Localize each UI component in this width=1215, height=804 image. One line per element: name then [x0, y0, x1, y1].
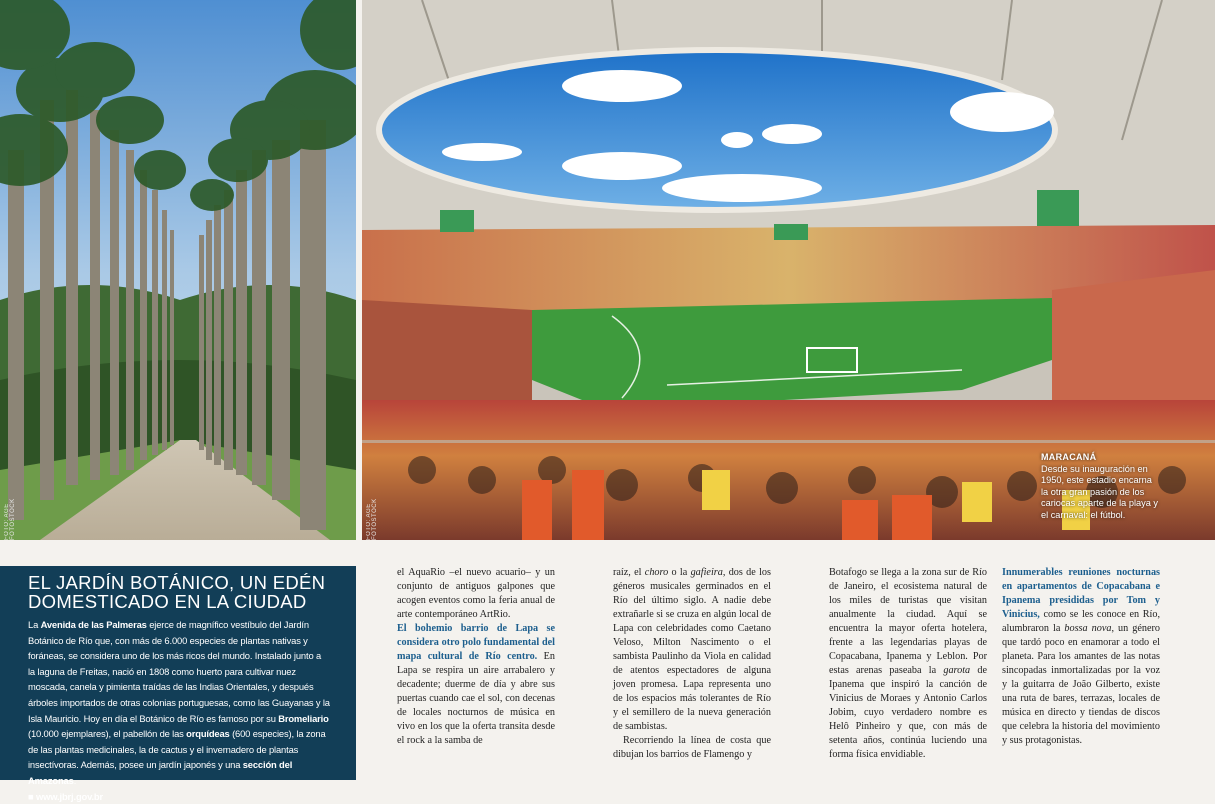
sidebar-bold: Bromeliario [278, 712, 329, 724]
sidebar-bold: sección del Amazonas [28, 759, 293, 786]
paragraph: Recorriendo la línea de costa que dibujan los barrios de Flamengo y [613, 735, 771, 760]
stadium-photo-credit: FOTO: AGE FOTOSTOCK [366, 498, 378, 540]
italic-term: choro [644, 567, 669, 578]
article-column-1 [397, 566, 555, 748]
paragraph [829, 566, 987, 762]
paragraph-text: , un género que tardó poco en enamorar a todo el planeta. Para los amantes de las notas sincopadas inmortalizadas por la voz y la guitarra de João Gilberto, existe una ruta de bares, terrazas, locales de música en directo y tiendas de discos que celebra la historia del movimiento y sus protagonistas. [1002, 623, 1161, 746]
sidebar-text: La [28, 619, 41, 630]
paragraph-text: como se les conoce en Río, alumbraron la [1002, 609, 1160, 634]
sidebar-text: (600 especies), la zona de las plantas medicinales, la de cactus y el invernadero de plantas insectívoras. Además, posee un jardín japonés y una [28, 728, 326, 771]
paragraph-text: Botafogo se llega a la zona sur de Río de Janeiro, el ecosistema natural de los miles de turistas que visitan anualmente la ciudad. Aquí se encuentra la mayor oferta hotelera, frente a las legendarias playas de Copacabana, Ipanema y Leblon. Por estas arenas paseaba la [829, 567, 987, 676]
palm-photo-credit: FOTO: AGE FOTOSTOCK [4, 498, 16, 540]
caption-title: MARACANÁ [1041, 452, 1097, 462]
pull-quote: Innumerables reuniones nocturnas en apartamentos de Copacabana e Ipanema presididas por Tom y Vinicius, [1002, 567, 1160, 620]
sidebar-body [28, 617, 330, 804]
sidebar-bold: Avenida de las Palmeras [40, 619, 147, 630]
paragraph: el AquaRio –el nuevo acuario– y un conjunto de antiguos galpones que acogen eventos como la feria anual de arte contemporáneo ArtRio. [397, 567, 555, 620]
botanical-garden-sidebar [0, 566, 356, 802]
italic-term: gafieira [690, 567, 723, 578]
article-column-2 [613, 566, 771, 762]
paragraph [1002, 566, 1160, 748]
sidebar-title [28, 573, 338, 611]
caption-text: Desde su inauguración en 1950, este estadio encarna la otra gran pasión de los cariocas aparte de la playa y el carnaval: el fútbol. [1041, 463, 1158, 520]
paragraph [397, 622, 555, 748]
sidebar-text: (10.000 ejemplares), el pabellón de las [28, 728, 187, 740]
paragraph-text: raíz, el [613, 567, 645, 578]
paragraph [613, 566, 771, 734]
article-column-3 [829, 566, 987, 762]
italic-term: bossa nova [1064, 623, 1112, 634]
article-column-4 [1002, 566, 1160, 748]
sidebar-text: . [73, 774, 77, 786]
paragraph-text: , dos de los géneros musicales germinados en el Río del último siglo. A nadie debe extrañarle si se cruza en algún local de Lapa con celebridades como Caetano Veloso, Milton Nascimento o el sambista Paulinho da Viola en calidad de atentos espectadores de alguna joven promesa. Lapa representa uno de los espacios más tolerantes de Río y el semillero de la nueva generación de sambistas. [613, 567, 771, 732]
sidebar-website-link[interactable]: ■ www.jbrj.gov.br [28, 790, 103, 802]
italic-term: garota [943, 665, 971, 676]
paragraph-text: En Lapa se respira un aire arrabalero y decadente; duerme de día y abre sus puertas cuando cae el sol, con decenas de locales nocturnos de música en vivo en los que la oferta transita desde el rock a la samba de [397, 651, 555, 746]
paragraph-text: de Ipanema que inspiró la canción de Vinicius de Moraes y Antonio Carlos Jobim, cuyo verdadero nombre es Helô Pinheiro y que, con más de setenta años, continúa luciendo una forma física envidiable. [829, 665, 987, 760]
palm-avenue-photo [0, 0, 356, 540]
palm-illustration [0, 0, 356, 540]
pull-quote: El bohemio barrio de Lapa se considera otro polo fundamental del mapa cultural de Río centro. [397, 623, 555, 662]
sidebar-bold: orquídeas [186, 728, 230, 740]
paragraph-text: o la [668, 567, 691, 578]
sidebar-text: ejerce de magnífico vestíbulo del Jardín Botánico de Río que, con más de 6.000 especies de plantas nativas y foráneas, se considera uno de los más ricos del mundo. Instalado junto a la laguna de Freitas, nació en 1808 como huerto para cultivar nuez moscada, canela y pimienta traídas de las Indias Orientales, y después árboles importados de otras colonias portuguesas, como las Guayanas y la Isla Mauricio. Hoy en día el Botánico de Río es famoso por su [28, 619, 330, 724]
maracana-caption [1041, 452, 1161, 521]
sidebar-title-line1: EL JARDÍN BOTÁNICO, UN EDÉN [28, 572, 326, 593]
sidebar-title-line2: DOMESTICADO EN LA CIUDAD [28, 591, 307, 612]
